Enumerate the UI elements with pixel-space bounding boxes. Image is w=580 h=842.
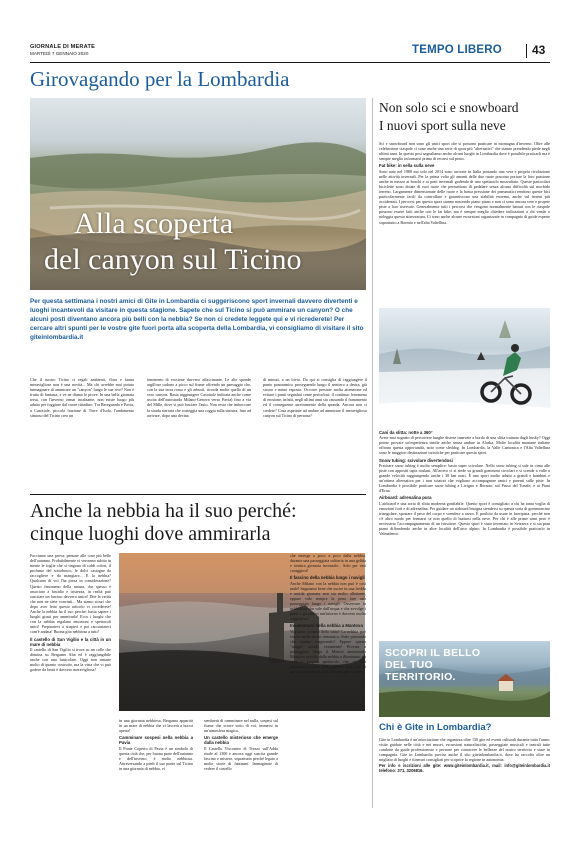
fog-col4-top: che emerge a poco a poco dalla nebbia, durante una passeggiata solitaria in una gelida e sinistra giornata invernale... Solo per veri coraggiosi! [290, 553, 366, 574]
paper-name: GIORNALE DI MERATE [30, 44, 96, 50]
tubing-heading: Snow tubing: scivolare divertendosi [379, 457, 453, 463]
lead-paragraph: Per questa settimana i nostri amici di Gite in Lombardia ci suggeriscono sport invernali davvero divertenti e luoghi incantevoli da visitare in questa stagione. Sapete che sul Ticino si può ammirare un canyon? O che alcuni posti diventano ancora più belli con la nebbia? Se non ci credete leggete qui e vi ricrederete! Per cercare altri spunti per le vostre gite fuori porta alla scoperta della Lombardia, vi consigliamo di visitare il sito giteinlombardia.it [30, 298, 364, 341]
column-divider [372, 98, 373, 808]
fog-ponte-text: Il Ponte Coperto di Pavia è un simbolo di questa città che, per buona parte dell'autunno e dell'inverno, è molto nebbiosa. Attraversando a piedi il suo ponte sul Ticino in una giornata di nebbia, vi [119, 745, 193, 772]
promo-banner-line1: SCOPRI IL BELLO [385, 647, 481, 659]
fatbike-text: Sono nate nel 1980 ma solo nel 2014 sono arrivate in Italia portando una vera e propria rivoluzione nelle attività invernali. Per la prima volta gli amanti delle due ruote possono portare la loro passione anche in mezzo ai boschi e ai prati invernali godendo di uno spettacolo mozzafiato. Queste particolari biciclette sono dotate di ruoi ruote che permettono di pedalare senza alcuna difficoltà sul morbido terreno. Largamente dimensionate delle ruote e la bassa pressione dei pneumatici rendono queste bici particolarmente facili da controllare e garantiscono una stabilità estrema, anche sul terreni più accidentati. I percorsi per questo sport stanno nascendo piano piano e non ci sono ancora vere e proprie piste a loro riservate. Generalmente tutti i percorsi che vengono normalmente battuti con le ciaspole possono essere fatti anche con le fat bike, ma è sempre meglio chiedere indicazioni a chi vende o noleggia questa attrezzatura. Ci sono anche alcune escursioni organizzate in compagnia di guide esperte soprattutto a Bormio e nell'alta Valtellina. [379, 168, 550, 225]
promo-title: Chi è Gite in Lombardia? [379, 722, 492, 733]
photo-headline-line1: Alla scoperta [74, 207, 234, 240]
promo-banner-line3: TERRITORIO. [385, 671, 456, 683]
fog-col4 [290, 553, 366, 675]
masthead [30, 44, 550, 64]
tubing-text: Praticare snow tubing è molto semplice: basta saper scivolare. Nello snow tubing si sale in cima alle piste con appositi tapis roulant. All'arrivo ci si siede su grandi gommoni circolari e si scende a valle a grande velocità raggiungendo anche i 30 km orari. È uno sport molto adatto a grandi e bambini e un'ottima alternativa per i non sciatori che vogliono accompagnare amici e parenti sulle piste. In Lombardia è possibile praticare snow tubing a Livigno e Bormio, sul Passo del Tonale, e ai Piani d'Erna. [379, 462, 550, 494]
promo-text-block [379, 737, 550, 774]
fog-heading-castello: Il castello di San Vigilio e la città in un mare di nebbia [30, 636, 111, 647]
airboard-heading: Airboard: adrenalina pura [379, 495, 432, 501]
canyon-body-col2: fenomeno di erosione davvero affascinante. Le alte sponde argillose cadono a picco sul fiume offrendo un paesaggio che, con la sua terra rossa e gli arbusti, ricorda molto quello di un vero canyon. Basta raggiungere Casottole indicata anche come uscita dell'autostrada Milano-Genova verso Pavia) fino a via del Mille, dove si può lasciare l'auto. Non resta che imboccare la strada sterrata che costeggia una roggia sulla sinistra, fino ad arrivare, dopo una decina [147, 377, 251, 418]
fog-intro: Facciamo una prova: pensate alle cose più belle dell'autunno. Probabilmente vi verranno subito in mente le foglie che si tingono di caldi colori, il profumo del sottobosco, le dolci castagne da raccogliere e da mangiare... E la nebbia? Qualcuno di voi l'ha presa in considerazione? Questo fenomeno della natura, che spesso è associato a fastidio e tristezza, in realtà può suscitare un fascino davvero unico! Dite la verità che non ne siete convinti... Ma siamo sicuri che dopo aver letto questo articolo vi ricrederete! Anche la nebbia ha il suo perché: basta sapere i luoghi giusti per ammirarla! Ecco i luoghi che con la nebbia regalano emozioni e spettacoli unici! Preparatevi a stupirvi e poi raccontateci com'è andata! Buona gita nebbiosa a tutti! [30, 553, 112, 635]
snow-headline-line1: Non solo sci e snowboard [379, 100, 519, 115]
page-number: 43 [532, 43, 546, 57]
paper-date: MARTEDÌ 7 GENNAIO 2020 [30, 51, 89, 56]
fog-col2-top: in una giornata nebbiosa, Bergamo apparirà in un mare di nebbia che vi lascerà a bocca aperta! [119, 718, 193, 734]
snow-intro: Sci e snowboard non sono gli unici sport che si possono praticare in montagna d'inverno. Oltre alle celeberrime ciaspole ci sono anche una serie di sport più "alternativi" che stanno prendendo piede negli ultimi anni. In questo post segnaliamo anche alcuni luoghi in Lombardia dove è possibile praticarli ma è sempre meglio informarsi prima di recarsi sul posto. [379, 141, 550, 162]
fog-trezzo-text: Il Castello Visconteo di Trezzo sull'Adda risale al 1300 e ancora oggi suscita grande fascino e mistero, soprattutto perché legato a molte storie di fantasmi. Immaginate di vedere il castello [204, 745, 278, 772]
fog-headline-line1: Anche la nebbia ha il suo perché: [30, 500, 297, 522]
sleddog-text: Avete mai sognato di percorrere lunghe distese innevate a bordo di una slitta trainata dagli husky? Oggi potete provare un'esperienza simile anche senza andare in Alaska. Molte località montane italiane offrono questa opportunità, noto come sleddog. In Lombardia, la Valle Camonica e l'Alta Valtellina sono le maggiori destinazioni turistiche per praticare questo sport. [379, 435, 550, 456]
masthead-rule [30, 62, 550, 63]
fog-heading-milano: Il fascino della nebbia lungo i navigli [290, 575, 365, 581]
photo-headline-line2: del canyon sul Ticino [44, 243, 302, 276]
fog-col3-top: sembrerà di camminare nel nulla, sospesi sul fiume che scorre sotto di voi, immersi in un'atmosfera magica. [204, 718, 278, 734]
fog-heading-ponte: Camminare sospesi nella nebbia a Pavia [119, 735, 193, 746]
fog-heading-trezzo: Un castello misterioso che emerge dalla nebbia [204, 735, 278, 746]
canyon-body-col3: di minuti, a un bivio. Da qui si consiglia di raggiungere il punto panoramico proseguendo lungo il sentiero a destra, già sicuro e meno esposto. Occorre prestare molta attenzione ed evitare i punti segnalati come pericolosi: il continuo fenomeno di erosione, infatti, negli ultimi anni sta causando il franamento ed il conseguente arretramento della sponda. Ancora non ci credete? Cosa aspettate ad andare ad ammirare il meraviglioso canyon sul Ticino di persona? [263, 377, 367, 418]
page-title: Girovagando per la Lombardia [30, 67, 290, 91]
fog-heading-mantova: Innamorarsi della nebbia a Mantova [290, 623, 363, 629]
fatbike-photo [379, 308, 550, 424]
fatbike-heading: Fat bike: in sella sulla neve [379, 163, 435, 169]
fog-col1 [30, 553, 111, 673]
fog-headline-line2: cinque luoghi dove ammirarla [30, 523, 271, 545]
fog-col2 [119, 718, 193, 772]
section-label: TEMPO LIBERO [412, 44, 502, 56]
snow-sports-block [379, 428, 550, 537]
fog-castello-text: Il castello di San Vigilio si trova su un colle che domina su Bergamo Alta ed è raggiungibile anche con una funicolare. Oggi non rimane molto di quanto costruito, ma la vista che vi può godere da lassù è davvero meravigliosa! [30, 646, 111, 673]
airboard-text: L'airboard è una sorta di slitta moderna gonfiabile. Questo sport è consigliato a chi ha tanta voglia di emozioni forti e di adrenalina. Per guidare un airboard bisogna stendersi su questa sorta di gommoncino triangolare, spostare il peso del corpo e scendere a razzo. È proibito da usare in fuoripista, perché non c'è altro modo per fermarsi se non quello di buttarsi nella neve. Per chi è alle prime armi però è necessario l'accompagnamento di un istruttore. Questo sport è stato inventato in Svizzera e si sta pian piano diffondendo anche in altre località dell'arco alpino. In Lombardia è possibile praticarlo in Valmalenco. [379, 500, 550, 537]
promo-contact: Per info e iscrizioni alle gite: www.giteinlombardia.it, mail: info@giteinlombardia.it telefono: 371. 3206816. [379, 762, 550, 774]
canyon-photo [30, 98, 366, 290]
promo-banner-line2: DEL TUO [385, 659, 433, 671]
snow-headline-line2: I nuovi sport sulla neve [379, 118, 506, 133]
sleddog-heading: Cani da slitta: notte a 360° [379, 430, 433, 435]
fog-mantova-text: Vogliamo proprio dirla tutta? La nebbia può essere anche molto romantica. State pensando che stiamo esagerando? Eppure questa "magia" accade veramente! Provate a passeggiare lungo il Mincio ammirando Mantova avvolta dalla nebbia a illuminata: un vero e proprio spettacolo che vi farà innamorare anche della nebbia, non solo di questa incantevole città. Provare per credere! [290, 628, 366, 675]
fog-col3 [204, 718, 278, 772]
promo-text: Gite in Lombardia è un'associazione che organizza oltre 150 gite ed eventi culturali durante tutto l'anno: visite guidate nelle città e nei musei, escursioni naturalistiche, passeggiate musicali e teatrali tutte condotte da guide professioniste e persone per conoscere le bellezze del nostro territorio e stare in compagnia. Gite in Lombardia precise anche il sito giteinlombardia.it, dove ha raccolto oltre un migliaio di luoghi e itinerari consigliati per scoprire la regione in autonomia. [379, 737, 550, 763]
section-rule [30, 494, 366, 495]
canyon-body-col1: Che il nostro Ticino ci regali ambienti, flora e fauna meravigliose non è una novità... Ma chi avrebbe mai potuto immaginare di ammirare un "canyon" lungo le sue rive? Non è frutto di fantasia, e ve ne diamo le prove. In una bella giornata tersa, con l'inverno ormai incalzante, non esiste luogo più adatto per foggiare dal cuore cittadino. Tra Bereguardo e Pavia, a Casottole, piccola frazione di Torre d'Isola, l'andamento sinuoso del Ticino crea un [30, 377, 135, 418]
promo-photo [379, 641, 550, 717]
fog-milano-text: Anche Milano con la nebbia non può è così male! Sappiamo bene che uscire in una fredda e umida giornata non sia molto allettante, eppure vale sempre la pena fare una passeggiata lungo i navigli. Osservare la nebbiolina che sale dall'acqua e che avvolge i ponti e gli edifici tutt'intorno è davvero molto suggestivo! [290, 580, 366, 622]
masthead-divider [526, 44, 527, 58]
snow-intro-block [379, 141, 550, 225]
